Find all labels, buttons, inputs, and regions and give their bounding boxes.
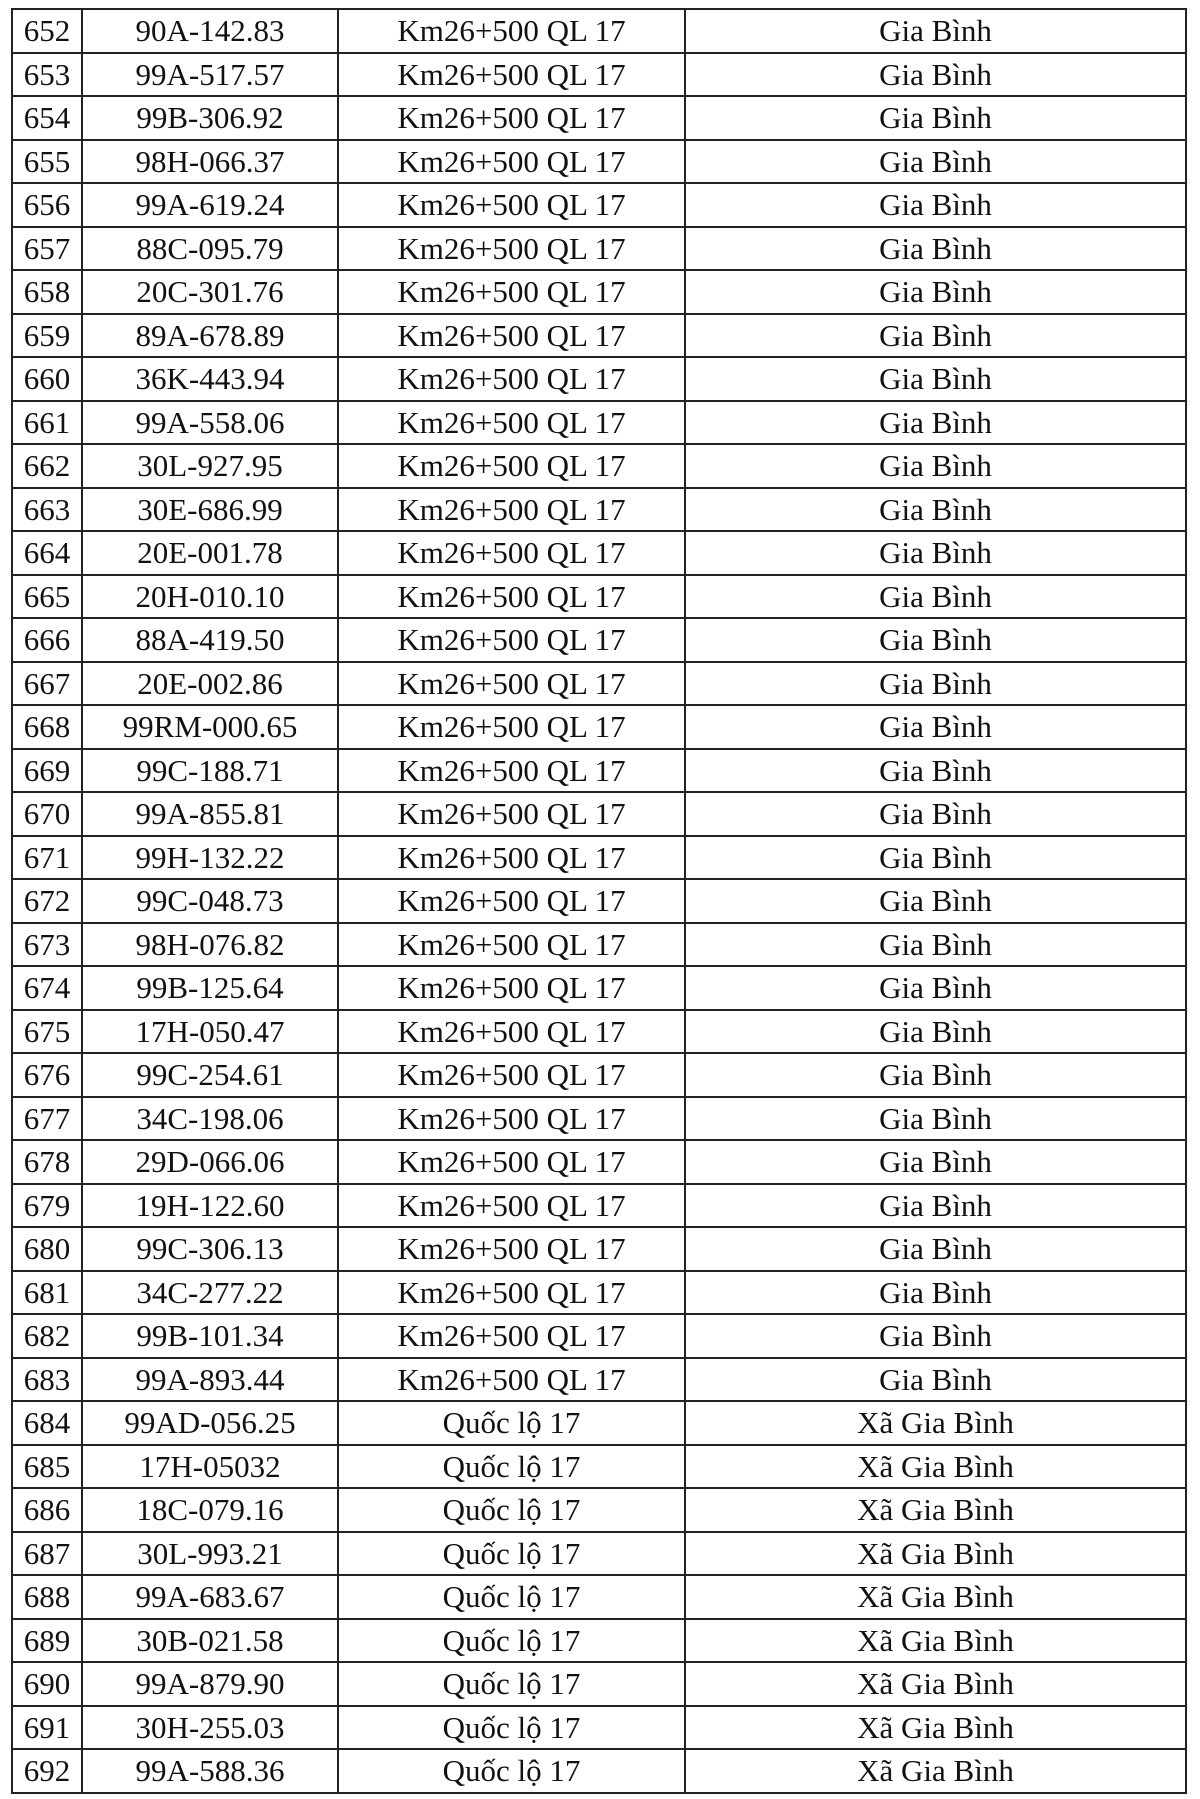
license-plate-cell: 99A-855.81 (82, 792, 338, 836)
row-number-cell: 668 (12, 705, 82, 749)
license-plate-cell: 19H-122.60 (82, 1184, 338, 1228)
table-row (12, 662, 1186, 706)
table-row (12, 1053, 1186, 1097)
location-cell: Km26+500 QL 17 (338, 1358, 685, 1402)
location-cell: Km26+500 QL 17 (338, 966, 685, 1010)
area-cell: Gia Bình (685, 314, 1186, 358)
table-row (12, 575, 1186, 619)
table-row (12, 1140, 1186, 1184)
row-number-cell: 687 (12, 1532, 82, 1576)
license-plate-cell: 99RM-000.65 (82, 705, 338, 749)
area-cell: Xã Gia Bình (685, 1401, 1186, 1445)
row-number-cell: 677 (12, 1097, 82, 1141)
row-number-cell: 692 (12, 1749, 82, 1793)
location-cell: Km26+500 QL 17 (338, 1010, 685, 1054)
area-cell: Gia Bình (685, 96, 1186, 140)
table-row (12, 1575, 1186, 1619)
area-cell: Xã Gia Bình (685, 1749, 1186, 1793)
area-cell: Xã Gia Bình (685, 1706, 1186, 1750)
row-number-cell: 663 (12, 488, 82, 532)
location-cell: Km26+500 QL 17 (338, 836, 685, 880)
table-row (12, 1749, 1186, 1793)
location-cell: Km26+500 QL 17 (338, 1314, 685, 1358)
area-cell: Gia Bình (685, 966, 1186, 1010)
table-row (12, 618, 1186, 662)
location-cell: Km26+500 QL 17 (338, 705, 685, 749)
table-row (12, 1706, 1186, 1750)
license-plate-cell: 34C-198.06 (82, 1097, 338, 1141)
table-row (12, 836, 1186, 880)
license-plate-cell: 20H-010.10 (82, 575, 338, 619)
location-cell: Km26+500 QL 17 (338, 749, 685, 793)
license-plate-cell: 99C-048.73 (82, 879, 338, 923)
table-row (12, 270, 1186, 314)
row-number-cell: 660 (12, 357, 82, 401)
row-number-cell: 690 (12, 1662, 82, 1706)
table-row (12, 1314, 1186, 1358)
area-cell: Xã Gia Bình (685, 1575, 1186, 1619)
row-number-cell: 686 (12, 1488, 82, 1532)
row-number-cell: 688 (12, 1575, 82, 1619)
license-plate-cell: 20E-002.86 (82, 662, 338, 706)
row-number-cell: 678 (12, 1140, 82, 1184)
license-plate-cell: 17H-05032 (82, 1445, 338, 1489)
row-number-cell: 667 (12, 662, 82, 706)
area-cell: Gia Bình (685, 140, 1186, 184)
location-cell: Km26+500 QL 17 (338, 923, 685, 967)
area-cell: Gia Bình (685, 836, 1186, 880)
area-cell: Gia Bình (685, 488, 1186, 532)
location-cell: Km26+500 QL 17 (338, 1271, 685, 1315)
license-plate-cell: 99A-893.44 (82, 1358, 338, 1402)
license-plate-cell: 20C-301.76 (82, 270, 338, 314)
location-cell: Km26+500 QL 17 (338, 1053, 685, 1097)
table-row (12, 357, 1186, 401)
area-cell: Gia Bình (685, 1314, 1186, 1358)
license-plate-cell: 99B-101.34 (82, 1314, 338, 1358)
license-plate-cell: 99AD-056.25 (82, 1401, 338, 1445)
row-number-cell: 682 (12, 1314, 82, 1358)
table-row (12, 705, 1186, 749)
area-cell: Gia Bình (685, 662, 1186, 706)
table-row (12, 227, 1186, 271)
license-plate-cell: 29D-066.06 (82, 1140, 338, 1184)
area-cell: Gia Bình (685, 1271, 1186, 1315)
license-plate-cell: 99A-683.67 (82, 1575, 338, 1619)
table-row (12, 1010, 1186, 1054)
table-row (12, 401, 1186, 445)
row-number-cell: 684 (12, 1401, 82, 1445)
area-cell: Gia Bình (685, 531, 1186, 575)
location-cell: Quốc lộ 17 (338, 1575, 685, 1619)
table-row (12, 1488, 1186, 1532)
row-number-cell: 653 (12, 53, 82, 97)
area-cell: Gia Bình (685, 792, 1186, 836)
area-cell: Gia Bình (685, 1140, 1186, 1184)
license-plate-cell: 99A-558.06 (82, 401, 338, 445)
location-cell: Km26+500 QL 17 (338, 96, 685, 140)
row-number-cell: 662 (12, 444, 82, 488)
license-plate-cell: 89A-678.89 (82, 314, 338, 358)
area-cell: Gia Bình (685, 1053, 1186, 1097)
location-cell: Km26+500 QL 17 (338, 270, 685, 314)
area-cell: Gia Bình (685, 1184, 1186, 1228)
location-cell: Km26+500 QL 17 (338, 1140, 685, 1184)
area-cell: Gia Bình (685, 53, 1186, 97)
license-plate-cell: 34C-277.22 (82, 1271, 338, 1315)
row-number-cell: 657 (12, 227, 82, 271)
location-cell: Quốc lộ 17 (338, 1488, 685, 1532)
location-cell: Km26+500 QL 17 (338, 792, 685, 836)
area-cell: Gia Bình (685, 227, 1186, 271)
row-number-cell: 672 (12, 879, 82, 923)
license-plate-cell: 98H-076.82 (82, 923, 338, 967)
row-number-cell: 676 (12, 1053, 82, 1097)
license-plate-cell: 99A-588.36 (82, 1749, 338, 1793)
area-cell: Gia Bình (685, 923, 1186, 967)
license-plate-cell: 99A-517.57 (82, 53, 338, 97)
area-cell: Xã Gia Bình (685, 1662, 1186, 1706)
row-number-cell: 673 (12, 923, 82, 967)
area-cell: Xã Gia Bình (685, 1619, 1186, 1663)
license-plate-cell: 30L-927.95 (82, 444, 338, 488)
location-cell: Km26+500 QL 17 (338, 9, 685, 53)
table-row (12, 488, 1186, 532)
table-row (12, 1662, 1186, 1706)
area-cell: Gia Bình (685, 183, 1186, 227)
row-number-cell: 685 (12, 1445, 82, 1489)
location-cell: Quốc lộ 17 (338, 1445, 685, 1489)
table-row (12, 96, 1186, 140)
area-cell: Xã Gia Bình (685, 1445, 1186, 1489)
license-plate-cell: 18C-079.16 (82, 1488, 338, 1532)
area-cell: Gia Bình (685, 270, 1186, 314)
license-plate-cell: 88A-419.50 (82, 618, 338, 662)
license-plate-cell: 99A-879.90 (82, 1662, 338, 1706)
location-cell: Km26+500 QL 17 (338, 53, 685, 97)
location-cell: Km26+500 QL 17 (338, 575, 685, 619)
area-cell: Gia Bình (685, 9, 1186, 53)
table-row (12, 183, 1186, 227)
table-row (12, 140, 1186, 184)
location-cell: Quốc lộ 17 (338, 1532, 685, 1576)
row-number-cell: 681 (12, 1271, 82, 1315)
violation-table (11, 8, 1187, 1794)
row-number-cell: 691 (12, 1706, 82, 1750)
area-cell: Gia Bình (685, 618, 1186, 662)
table-row (12, 531, 1186, 575)
location-cell: Km26+500 QL 17 (338, 1184, 685, 1228)
row-number-cell: 655 (12, 140, 82, 184)
location-cell: Quốc lộ 17 (338, 1662, 685, 1706)
row-number-cell: 671 (12, 836, 82, 880)
location-cell: Km26+500 QL 17 (338, 183, 685, 227)
license-plate-cell: 30H-255.03 (82, 1706, 338, 1750)
table-row (12, 1358, 1186, 1402)
row-number-cell: 652 (12, 9, 82, 53)
area-cell: Gia Bình (685, 444, 1186, 488)
location-cell: Km26+500 QL 17 (338, 662, 685, 706)
area-cell: Xã Gia Bình (685, 1488, 1186, 1532)
location-cell: Km26+500 QL 17 (338, 531, 685, 575)
location-cell: Quốc lộ 17 (338, 1706, 685, 1750)
license-plate-cell: 99A-619.24 (82, 183, 338, 227)
row-number-cell: 661 (12, 401, 82, 445)
table-row (12, 1097, 1186, 1141)
location-cell: Quốc lộ 17 (338, 1401, 685, 1445)
row-number-cell: 664 (12, 531, 82, 575)
location-cell: Km26+500 QL 17 (338, 444, 685, 488)
table-row (12, 53, 1186, 97)
table-row (12, 1227, 1186, 1271)
row-number-cell: 675 (12, 1010, 82, 1054)
license-plate-cell: 30L-993.21 (82, 1532, 338, 1576)
license-plate-cell: 99C-254.61 (82, 1053, 338, 1097)
row-number-cell: 665 (12, 575, 82, 619)
area-cell: Gia Bình (685, 1010, 1186, 1054)
row-number-cell: 656 (12, 183, 82, 227)
license-plate-cell: 99C-306.13 (82, 1227, 338, 1271)
location-cell: Km26+500 QL 17 (338, 488, 685, 532)
area-cell: Gia Bình (685, 879, 1186, 923)
license-plate-cell: 88C-095.79 (82, 227, 338, 271)
location-cell: Km26+500 QL 17 (338, 1227, 685, 1271)
table-row (12, 1619, 1186, 1663)
location-cell: Km26+500 QL 17 (338, 140, 685, 184)
area-cell: Xã Gia Bình (685, 1532, 1186, 1576)
license-plate-cell: 17H-050.47 (82, 1010, 338, 1054)
row-number-cell: 683 (12, 1358, 82, 1402)
table-row (12, 749, 1186, 793)
table-row (12, 923, 1186, 967)
table-row (12, 966, 1186, 1010)
location-cell: Quốc lộ 17 (338, 1619, 685, 1663)
license-plate-cell: 20E-001.78 (82, 531, 338, 575)
row-number-cell: 654 (12, 96, 82, 140)
row-number-cell: 674 (12, 966, 82, 1010)
area-cell: Gia Bình (685, 401, 1186, 445)
location-cell: Km26+500 QL 17 (338, 879, 685, 923)
area-cell: Gia Bình (685, 1097, 1186, 1141)
location-cell: Km26+500 QL 17 (338, 357, 685, 401)
location-cell: Km26+500 QL 17 (338, 314, 685, 358)
row-number-cell: 666 (12, 618, 82, 662)
row-number-cell: 669 (12, 749, 82, 793)
row-number-cell: 659 (12, 314, 82, 358)
row-number-cell: 679 (12, 1184, 82, 1228)
table-row (12, 9, 1186, 53)
license-plate-cell: 98H-066.37 (82, 140, 338, 184)
table-row (12, 444, 1186, 488)
location-cell: Quốc lộ 17 (338, 1749, 685, 1793)
license-plate-cell: 36K-443.94 (82, 357, 338, 401)
table-row (12, 792, 1186, 836)
table-row (12, 314, 1186, 358)
license-plate-cell: 30B-021.58 (82, 1619, 338, 1663)
area-cell: Gia Bình (685, 749, 1186, 793)
license-plate-cell: 99C-188.71 (82, 749, 338, 793)
license-plate-cell: 30E-686.99 (82, 488, 338, 532)
table-row (12, 1532, 1186, 1576)
area-cell: Gia Bình (685, 357, 1186, 401)
license-plate-cell: 99B-306.92 (82, 96, 338, 140)
table-row (12, 879, 1186, 923)
area-cell: Gia Bình (685, 1227, 1186, 1271)
location-cell: Km26+500 QL 17 (338, 227, 685, 271)
table-body (12, 9, 1186, 1793)
row-number-cell: 670 (12, 792, 82, 836)
location-cell: Km26+500 QL 17 (338, 401, 685, 445)
location-cell: Km26+500 QL 17 (338, 1097, 685, 1141)
area-cell: Gia Bình (685, 575, 1186, 619)
row-number-cell: 689 (12, 1619, 82, 1663)
location-cell: Km26+500 QL 17 (338, 618, 685, 662)
license-plate-cell: 90A-142.83 (82, 9, 338, 53)
area-cell: Gia Bình (685, 1358, 1186, 1402)
area-cell: Gia Bình (685, 705, 1186, 749)
table-row (12, 1271, 1186, 1315)
table-row (12, 1445, 1186, 1489)
license-plate-cell: 99B-125.64 (82, 966, 338, 1010)
row-number-cell: 680 (12, 1227, 82, 1271)
table-row (12, 1401, 1186, 1445)
row-number-cell: 658 (12, 270, 82, 314)
table-row (12, 1184, 1186, 1228)
license-plate-cell: 99H-132.22 (82, 836, 338, 880)
